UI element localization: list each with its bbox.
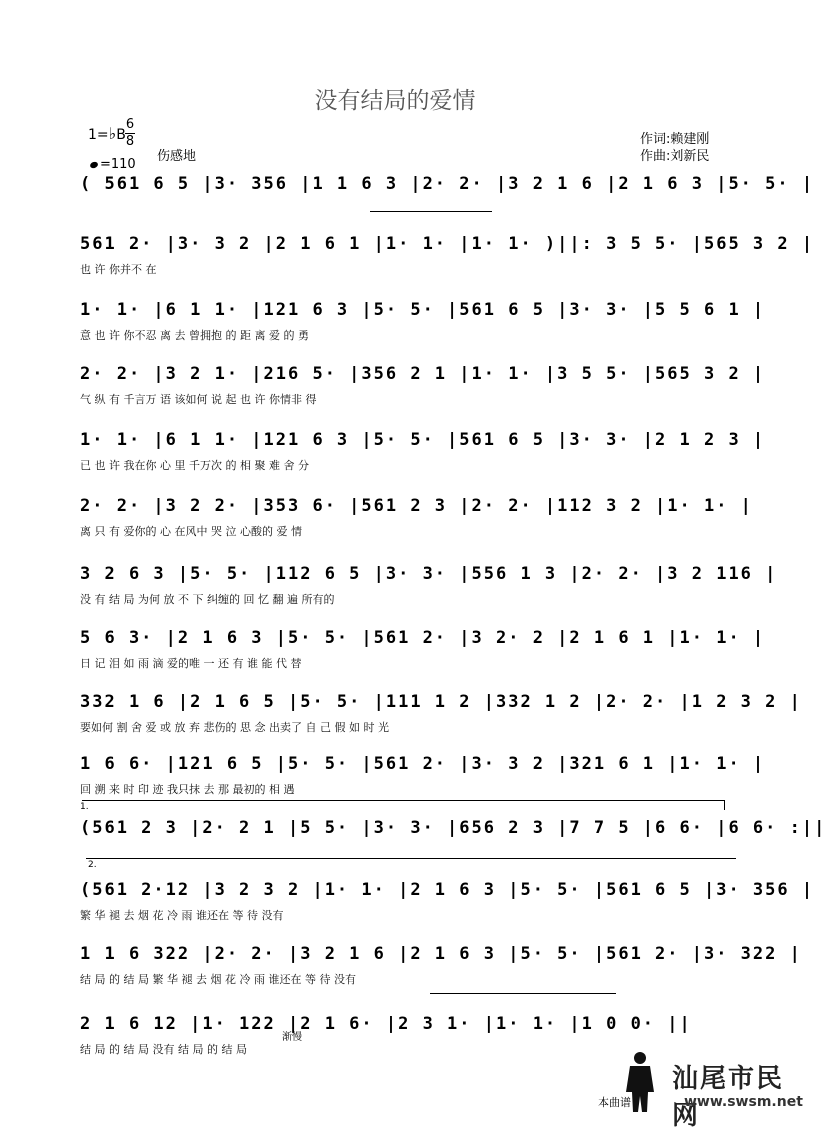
site-url: www.swsm.net	[684, 1094, 803, 1110]
lyrics-line: 没 有 结 局 为何 放 不 下 纠缠的 回 忆 翻 遍 所有的	[80, 593, 335, 606]
lyrics-line: 回 溯 来 时 印 迹 我只抹 去 那 最初的 相 遇	[80, 783, 295, 796]
notation-line: 561 2· |3· 3 2 |2 1 6 1 |1· 1· |1· 1· )||: 3 5 5· |565 3 2 |	[80, 234, 815, 254]
first-ending-bracket	[82, 800, 724, 801]
lyrics-line	[80, 846, 740, 862]
notation-line: 332 1 6 |2 1 6 5 |5· 5· |111 1 2 |332 1 2 |2· 2· |1 2 3 2 |	[80, 692, 802, 712]
notation-line: 2· 2· |3 2 1· |216 5· |356 2 1 |1· 1· |3 5 5· |565 3 2 |	[80, 364, 766, 384]
tempo-value: =110	[100, 157, 136, 172]
key-prefix: 1=	[88, 127, 109, 143]
lyricist-credit: 作词:赖建刚	[640, 132, 710, 147]
lyrics-line: 离 只 有 爱你的 心 在风中 哭 泣 心酸的 爱 情	[80, 525, 302, 538]
notation-line: 1· 1· |6 1 1· |121 6 3 |5· 5· |561 6 5 |3· 3· |2 1 2 3 |	[80, 430, 766, 450]
ritardando-mark: 渐慢	[282, 1032, 302, 1043]
song-title: 没有结局的爱情	[314, 88, 476, 114]
notation-line: (561 2·12 |3 2 3 2 |1· 1· |2 1 6 3 |5· 5· |561 6 5 |3· 356 |	[80, 880, 815, 900]
notation-line: 1 6 6· |121 6 5 |5· 5· |561 2· |3· 3 2 |321 6 1 |1· 1· |	[80, 754, 766, 774]
notation-line: 2· 2· |3 2 2· |353 6· |561 2 3 |2· 2· |112 3 2 |1· 1· |	[80, 496, 753, 516]
time-bottom: 8	[125, 134, 135, 149]
key-signature	[88, 124, 126, 143]
lyrics-line: 繁 华 褪 去 烟 花 冷 雨 谁还在 等 待 没有	[80, 909, 284, 922]
lyrics-line: 结 局 的 结 局 没有 结 局 的 结 局	[80, 1043, 247, 1056]
lyrics-line: 气 纵 有 千言万 语 该如何 说 起 也 许 你情非 得	[80, 393, 317, 406]
lyrics-line: 要如何 割 舍 爱 或 放 弃 悲伤的 思 念 出卖了 自 己 假 如 时 光	[80, 721, 389, 734]
lyrics-line: 结 局 的 结 局 繁 华 褪 去 烟 花 冷 雨 谁还在 等 待 没有	[80, 973, 356, 986]
notation-line: 5 6 3· |2 1 6 3 |5· 5· |561 2· |3 2· 2 |2 1 6 1 |1· 1· |	[80, 628, 766, 648]
first-ending-label: 1.	[80, 802, 89, 812]
notation-line: (561 2 3 |2· 2 1 |5 5· |3· 3· |656 2 3 |7 7 5 |6 6· |6 6· :||	[80, 818, 826, 838]
notation-line: 2 1 6 12 |1· 122 |2 1 6· |2 3 1· |1· 1· |1 0 0· ||	[80, 1014, 692, 1034]
tempo-mark	[90, 157, 136, 172]
notation-line: 1· 1· |6 1 1· |121 6 3 |5· 5· |561 6 5 |3· 3· |5 5 6 1 |	[80, 300, 766, 320]
repeat-bracket-1	[370, 211, 492, 212]
lyrics-line: 意 也 许 你不忍 离 去 曾拥抱 的 距 离 爱 的 勇	[80, 329, 309, 342]
quarter-note-icon	[89, 161, 99, 169]
mood-mark: 伤感地	[157, 149, 197, 164]
footer-note: 本曲谱	[598, 1096, 631, 1109]
composer-credit: 作曲:刘新民	[640, 149, 710, 164]
second-ending-label: 2.	[88, 860, 97, 870]
lyrics-line	[80, 202, 740, 218]
time-signature	[125, 117, 135, 150]
time-top: 6	[125, 117, 135, 132]
lyrics-line: 日 记 泪 如 雨 滴 爱的唯 一 还 有 谁 能 代 替	[80, 657, 302, 670]
repeat-bracket-2	[430, 993, 616, 994]
lyrics-line: 也 许 你并不 在	[80, 263, 157, 276]
notation-line: ( 561 6 5 |3· 356 |1 1 6 3 |2· 2· |3 2 1 6 |2 1 6 3 |5· 5· |	[80, 174, 815, 194]
first-ending-tick	[724, 800, 725, 810]
notation-line: 1 1 6 322 |2· 2· |3 2 1 6 |2 1 6 3 |5· 5· |561 2· |3· 322 |	[80, 944, 802, 964]
notation-line: 3 2 6 3 |5· 5· |112 6 5 |3· 3· |556 1 3 |2· 2· |3 2 116 |	[80, 564, 778, 584]
second-ending-bracket	[86, 858, 736, 859]
key-tonic: B	[116, 127, 126, 143]
lyrics-line: 已 也 许 我在你 心 里 千万次 的 相 聚 难 舍 分	[80, 459, 309, 472]
site-logo-text: 汕尾市民网	[672, 1064, 785, 1131]
flat-icon: ♭	[108, 124, 117, 143]
